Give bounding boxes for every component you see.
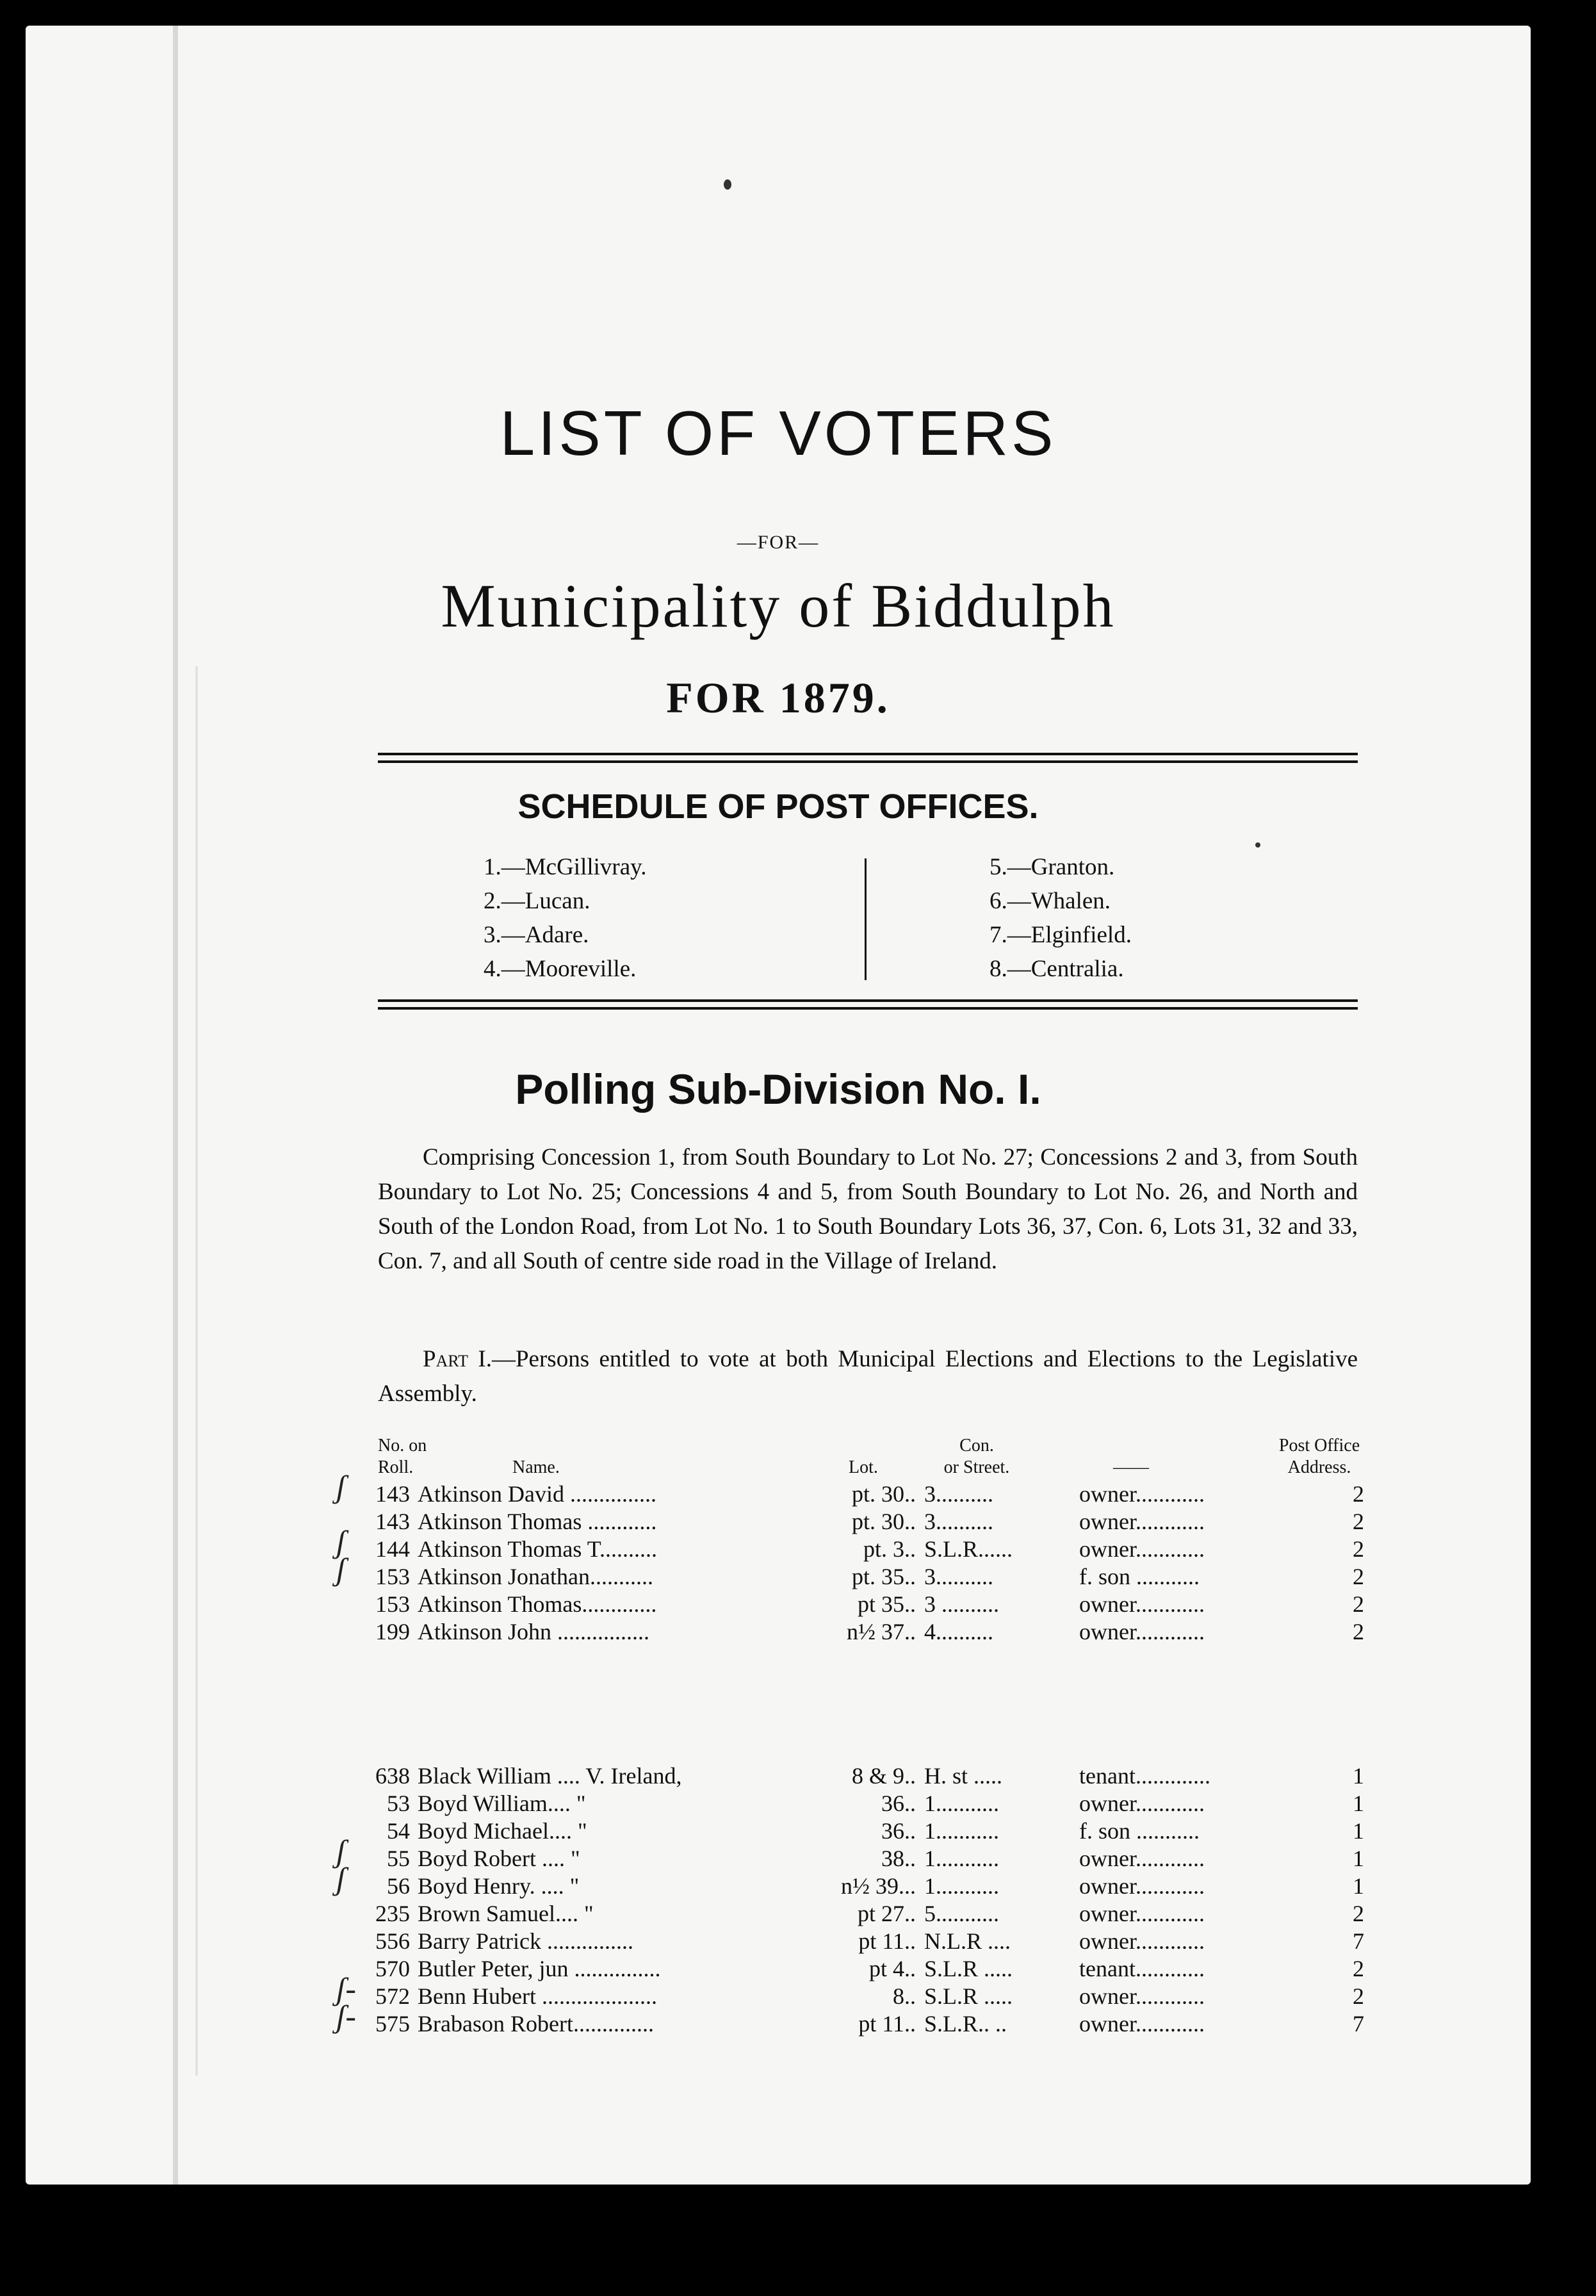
post-offices-right [989,850,1132,986]
header-lot: Lot. [849,1457,878,1477]
year-label: FOR 1879. [666,673,890,722]
post-office-number: 7 [1353,2011,1364,2037]
double-rule-bottom [378,999,1358,1010]
voter-name: Boyd Michael.... " [418,1818,587,1844]
voter-row [26,1833,1531,1873]
post-office-number: 1 [1353,1873,1364,1899]
voter-type: owner............ [1079,1983,1205,2009]
post-office-number: 2 [1353,1481,1364,1507]
concession-value: S.L.R ..... [924,1983,1013,2009]
roll-number: 54 [387,1818,410,1844]
voter-name: Benn Hubert .................... [418,1983,657,2009]
lot-value: pt 11.. [858,1928,916,1954]
post-office-number: 2 [1353,1509,1364,1534]
lot-value: n½ 39... [841,1873,916,1899]
voter-name: Atkinson Thomas............. [418,1591,657,1617]
roll-number: 572 [375,1983,410,2009]
polling-heading: Polling Sub-Division No. I. [515,1065,1041,1113]
post-office-number: 2 [1353,1983,1364,2009]
voter-row [26,1468,1531,1508]
part-paragraph [378,1342,1358,1411]
voter-type: tenant............ [1079,1956,1205,1981]
voter-name: Atkinson David ............... [418,1481,656,1507]
concession-value: S.L.R ..... [924,1956,1013,1981]
voter-row [26,1551,1531,1591]
voter-name: Atkinson Jonathan........... [418,1564,653,1589]
lot-value: pt. 30.. [851,1481,916,1507]
post-office-number: 2 [1353,1564,1364,1589]
voter-type: f. son ........... [1079,1818,1200,1844]
voter-type: owner............ [1079,1901,1205,1926]
concession-value: N.L.R .... [924,1928,1011,1954]
voter-row [26,1899,1531,1928]
lot-value: 38.. [881,1846,916,1871]
header-type: —— [1113,1457,1149,1477]
concession-value: 1........... [924,1846,999,1871]
voter-row [26,1860,1531,1900]
voter-type: owner............ [1079,1873,1205,1899]
roll-number: 556 [375,1928,410,1954]
check-mark: ʃ [336,1833,346,1869]
polling-description: Comprising Concession 1, from South Boundary to Lot No. 27; Concessions 2 and 3, from South Boundary to Lot No. 25; Concessions 4 and 5, from South Boundary to Lot No. 26, and North and South of the London Road, from Lot No. 1 to South Boundary Lots 36, 37, Con. 6, Lots 31, 32 and 33, Con. 7, and all South of centre side road in the Village of Ireland. [378,1144,1358,1274]
document-page [26,26,1531,2185]
roll-number: 144 [375,1536,410,1562]
roll-number: 56 [387,1873,410,1899]
check-mark: ʃ [336,1860,346,1896]
roll-number: 153 [375,1591,410,1617]
concession-value: 3.......... [924,1509,993,1534]
voter-row [26,1971,1531,2010]
check-mark: ʃ [336,1468,346,1504]
voter-name: Black William .... V. Ireland, [418,1763,682,1789]
lot-value: 8 & 9.. [851,1763,916,1789]
voter-type: owner............ [1079,1509,1205,1534]
voter-name: Barry Patrick ............... [418,1928,633,1954]
voter-type: owner............ [1079,1591,1205,1617]
concession-value: 3.......... [924,1564,993,1589]
post-office-number: 2 [1353,1901,1364,1926]
schedule-divider [865,858,867,980]
header-no: No. on Roll. [378,1436,427,1477]
voter-row [26,1998,1531,2038]
concession-value: 1........... [924,1873,999,1899]
post-office-item: 7.—Elginfield. [989,922,1132,948]
lot-value: pt 35.. [857,1591,916,1617]
voter-row [26,1789,1531,1817]
header-post-office: Post Office Address. [1278,1436,1360,1477]
post-office-item: 5.—Granton. [989,854,1115,880]
roll-number: 143 [375,1509,410,1534]
post-office-number: 1 [1353,1846,1364,1871]
voter-name: Atkinson Thomas ............ [418,1509,657,1534]
voter-type: owner............ [1079,1536,1205,1562]
voter-type: owner............ [1079,2011,1205,2037]
voter-type: tenant............. [1079,1763,1210,1789]
post-office-item: 8.—Centralia. [989,956,1124,982]
ink-spot [724,179,731,190]
header-con: Con. or Street. [943,1436,1010,1477]
lot-value: pt. 3.. [863,1536,916,1562]
check-mark: ʃ- [336,1998,356,2034]
voter-name: Boyd William.... " [418,1791,586,1816]
lot-value: pt 11.. [858,2011,916,2037]
roll-number: 575 [375,2011,410,2037]
voter-name: Boyd Robert .... " [418,1846,580,1871]
concession-value: 1........... [924,1818,999,1844]
voter-name: Atkinson John ................ [418,1619,650,1644]
voter-row [26,1955,1531,1983]
post-office-item: 4.—Mooreville. [484,956,637,982]
post-office-number: 2 [1353,1619,1364,1644]
post-office-item: 6.—Whalen. [989,888,1111,914]
post-office-number: 1 [1353,1818,1364,1844]
voter-type: owner............ [1079,1791,1205,1816]
check-mark: ʃ- [336,1971,356,2006]
voter-row [26,1927,1531,1955]
voter-row [26,1523,1531,1563]
lot-value: pt. 30.. [851,1509,916,1534]
roll-number: 55 [387,1846,410,1871]
voter-row [26,1590,1531,1618]
voter-name: Brown Samuel.... " [418,1901,594,1926]
concession-value: 1........... [924,1791,999,1816]
post-office-item: 2.—Lucan. [484,888,590,914]
concession-value: 3.......... [924,1481,993,1507]
part-text: —Persons entitled to vote at both Municipal Elections and Elections to the Legislative Assembly. [378,1346,1358,1407]
header-name: Name. [512,1457,560,1477]
check-mark: ʃ [336,1551,346,1587]
post-office-item: 3.—Adare. [484,922,589,948]
voter-type: owner............ [1079,1619,1205,1644]
concession-value: S.L.R...... [924,1536,1013,1562]
voter-type: owner............ [1079,1481,1205,1507]
voter-row [26,1817,1531,1845]
schedule-heading: SCHEDULE OF POST OFFICES. [517,787,1039,826]
voter-row [26,1507,1531,1536]
post-offices-left [484,850,647,986]
roll-number: 638 [375,1763,410,1789]
roll-number: 570 [375,1956,410,1981]
double-rule-top [378,753,1358,763]
concession-value: 3 .......... [924,1591,999,1617]
ink-spot [1255,842,1260,848]
roll-number: 143 [375,1481,410,1507]
post-office-number: 1 [1353,1791,1364,1816]
voter-type: owner............ [1079,1928,1205,1954]
for-label: —FOR— [737,532,820,553]
concession-value: 5........... [924,1901,999,1926]
post-office-number: 2 [1353,1591,1364,1617]
lot-value: 36.. [881,1818,916,1844]
voter-type: owner............ [1079,1846,1205,1871]
lot-value: pt 27.. [857,1901,916,1926]
voter-name: Atkinson Thomas T.......... [418,1536,658,1562]
lot-value: pt 4.. [868,1956,916,1981]
lot-value: pt. 35.. [851,1564,916,1589]
roll-number: 235 [375,1901,410,1926]
roll-number: 153 [375,1564,410,1589]
post-office-number: 2 [1353,1956,1364,1981]
part-label: Part I. [423,1346,492,1372]
voter-row [26,1762,1531,1790]
voter-name: Boyd Henry. .... " [418,1873,580,1899]
voter-row [26,1618,1531,1646]
voter-type: f. son ........... [1079,1564,1200,1589]
voter-name: Butler Peter, jun ............... [418,1956,661,1981]
post-office-number: 2 [1353,1536,1364,1562]
municipality-title: Municipality of Biddulph [441,571,1116,640]
post-office-number: 7 [1353,1928,1364,1954]
roll-number: 53 [387,1791,410,1816]
document-title: LIST OF VOTERS [500,398,1057,468]
roll-number: 199 [375,1619,410,1644]
check-mark: ʃ [336,1523,346,1559]
lot-value: 8.. [893,1983,916,2009]
concession-value: S.L.R.. .. [924,2011,1007,2037]
concession-value: H. st ..... [924,1763,1003,1789]
post-office-number: 1 [1353,1763,1364,1789]
lot-value: 36.. [881,1791,916,1816]
post-office-item: 1.—McGillivray. [484,854,647,880]
lot-value: n½ 37.. [847,1619,916,1644]
concession-value: 4.......... [924,1619,993,1644]
voter-name: Brabason Robert.............. [418,2011,654,2037]
